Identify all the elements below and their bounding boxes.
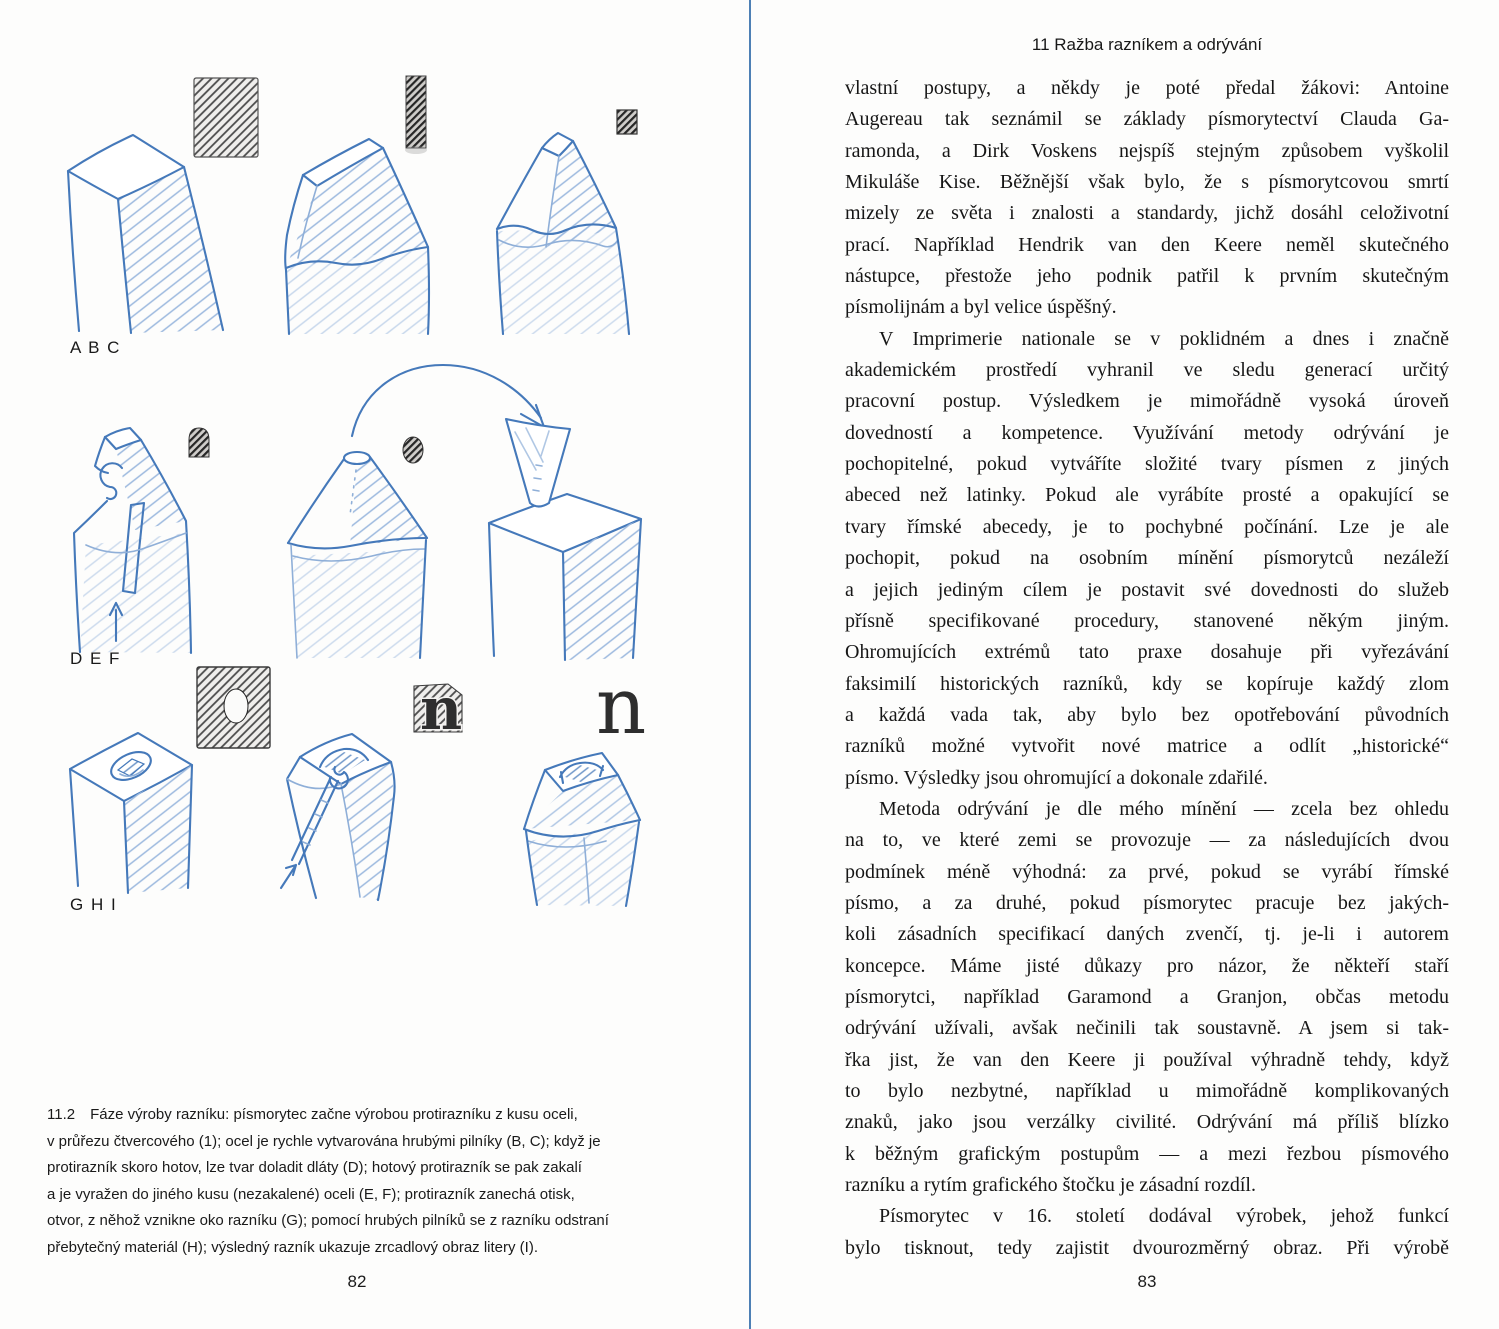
punched-block-sketch-g [70, 733, 192, 893]
text-line: písmorytci, například Garamond a Granjon, občas metodu [845, 985, 1449, 1008]
finished-counterpunch-sketch-e [288, 452, 427, 658]
tapered-bar-sketch-b [285, 139, 429, 334]
figure-row-label-ghi: G H I [70, 895, 118, 914]
text-line: akademickém prostředí vyhranil ve sledu generací určitý [845, 359, 1449, 382]
text-line: podmínek méně výhodná: za prvé, pokud se vyrábí římské [845, 860, 1449, 883]
letter-swatch-h [414, 675, 462, 743]
text-line: ramonda, a Dirk Voskens nejspíš stejným způsobem vyškolil [845, 139, 1449, 162]
text-line: V Imprimerie nationale se v poklidném a dnes i značně [879, 327, 1449, 350]
filing-sketch-h [281, 734, 395, 900]
counterpunch-sketch-d [74, 428, 191, 653]
text-line: přísně specifikované procedury, stanovené někým jiným. [845, 609, 1449, 632]
text-line: písmolijnám a byl velice úspěšný. [845, 296, 1117, 319]
text-line: razníků možné vytvořit nové matrice a odlít „historické“ [845, 735, 1449, 758]
letter-n-glyph-i [596, 662, 646, 752]
striking-sketch-f [489, 419, 641, 660]
text-line: Metoda odrývání je dle mého mínění — zcela bez ohledu [879, 797, 1449, 820]
text-line: Mikuláše Kise. Běžnější však bylo, že s písmorytcovou smrtí [845, 171, 1449, 194]
figure-11-2 [0, 0, 748, 1080]
figure-row-label-abc: A B C [70, 338, 121, 357]
text-line: pracovní postup. Výsledkem je mimořádně vysoká úroveň [845, 390, 1449, 413]
svg-text:n: n [420, 675, 463, 743]
caption-line: otvor, z něhož vznikne oko razníku (G); pomocí hrubých pilníků se z razníku odstraní [47, 1212, 609, 1230]
text-line: dovedností a kompetence. Využívání metody odrývání je [845, 421, 1449, 444]
text-line: to bylo nezbytné, například u mimořádně komplikovaných [845, 1080, 1449, 1102]
text-line: řka jist, že van den Keere ji používal výhradně tehdy, když [845, 1048, 1449, 1071]
left-page [0, 0, 748, 1329]
caption-line: protirazník skoro hotov, lze tvar doladit dláty (D); hotový protirazník se pak zakalí [47, 1159, 582, 1177]
text-line: na to, ve které zemi se provozuje — za následujících dvou [845, 829, 1449, 852]
text-line: mizely ze světa i znalosti a standardy, jichž dosáhl celoživotní [845, 202, 1449, 225]
text-line: Augereau tak seznámil se základy písmorytectví Clauda Ga- [845, 108, 1449, 131]
graphite-swatch-a [194, 78, 258, 157]
text-line: bylo tisknout, tedy zajistit dvourozměrný obraz. Při výrobě [845, 1236, 1449, 1259]
graphite-swatch-c [617, 110, 637, 134]
text-line: tvary římské abecedy, je to pochybné počínání. Lze je ale [845, 515, 1449, 538]
figure-row-label-def: D E F [70, 649, 121, 668]
text-line: prací. Například Hendrik van den Keere neměl skutečného [845, 233, 1449, 256]
text-line: pochopitelné, pokud vytváříte složité tvary písmen z jiných [845, 453, 1449, 476]
text-line: razníku a rytím grafického štočku je zásadní rozdíl. [845, 1174, 1256, 1197]
body-text [845, 73, 1449, 1264]
graphite-swatch-b [405, 76, 427, 154]
text-line: abeced než latinky. Pokud ale vyrábíte prosté a opakující se [845, 484, 1449, 507]
text-line: nástupce, přestože jeho podnik patřil k prvním skutečným [845, 265, 1449, 288]
text-line: pochopit, pokud na osobním mínění písmorytců nezáleží [845, 547, 1449, 570]
caption-line: v průřezu čtvercového (1); ocel je rychle vytvarována hrubými pilníky (B, C); když je [47, 1132, 601, 1150]
steel-bar-sketch-a [68, 135, 223, 333]
caption-line: přebytečný materiál (H); výsledný razník ukazuje zrcadlový obraz litery (I). [47, 1238, 539, 1256]
counterpunch-profile-swatch-d [189, 428, 209, 457]
text-line: k běžným grafickým postupům — a mezi řezbou písmového [845, 1142, 1449, 1165]
text-line: koli zásadních specifikací daných zvenčí, tj. je-li i autorem [845, 923, 1449, 946]
svg-text:n: n [596, 662, 647, 752]
figure-caption [47, 1102, 687, 1262]
tip-swatch-e [403, 437, 423, 463]
text-line: koncepce. Máme jisté důkazy pro názor, že někteří staří [845, 954, 1449, 977]
text-line: znaků, jako jsou verzálky civilité. Odrývání má příliš blízko [845, 1111, 1449, 1134]
text-line: odrývání užívali, avšak nečinili tak soustavně. A jsem si tak- [845, 1017, 1449, 1040]
page-number-right: 83 [1137, 1272, 1157, 1291]
text-line: vlastní postupy, a někdy je poté předal žákovi: Antoine [845, 77, 1449, 99]
finished-punch-sketch-i [524, 753, 640, 906]
page-number-left: 82 [347, 1272, 367, 1291]
caption-line: 11.2 Fáze výroby razníku: písmorytec začne výrobou protirazníku z kusu oceli, [47, 1106, 578, 1123]
text-line: faksimilí historických razníků, kdy se kopíruje každý zlom [845, 672, 1449, 695]
text-line: písmo, a za druhé, pokud písmorytec pracuje bez jakých- [845, 891, 1449, 914]
text-line: a jejich jediným cílem je postavit své dovednosti do služeb [845, 578, 1449, 601]
text-line: Ohromujících extrémů tato praxe dosahuje při vyřezávání [845, 641, 1449, 664]
text-line: písmo. Výsledky jsou ohromující a dokonale zdařilé. [845, 766, 1268, 789]
page-divider-rule [749, 0, 751, 1329]
caption-line: a je vyražen do jiného kusu (nezakalené) oceli (E, F); protirazník zanechá otisk, [47, 1185, 575, 1203]
matrix-imprint-swatch-g [197, 667, 270, 748]
text-line: a každá vada tak, aby bylo bez opotřebování původních [845, 703, 1449, 726]
text-line: Písmorytec v 16. století dodával výrobek, jehož funkcí [879, 1205, 1449, 1228]
running-head: 11 Ražba razníkem a odrývání [1031, 35, 1263, 54]
pointed-bar-sketch-c [497, 133, 629, 334]
